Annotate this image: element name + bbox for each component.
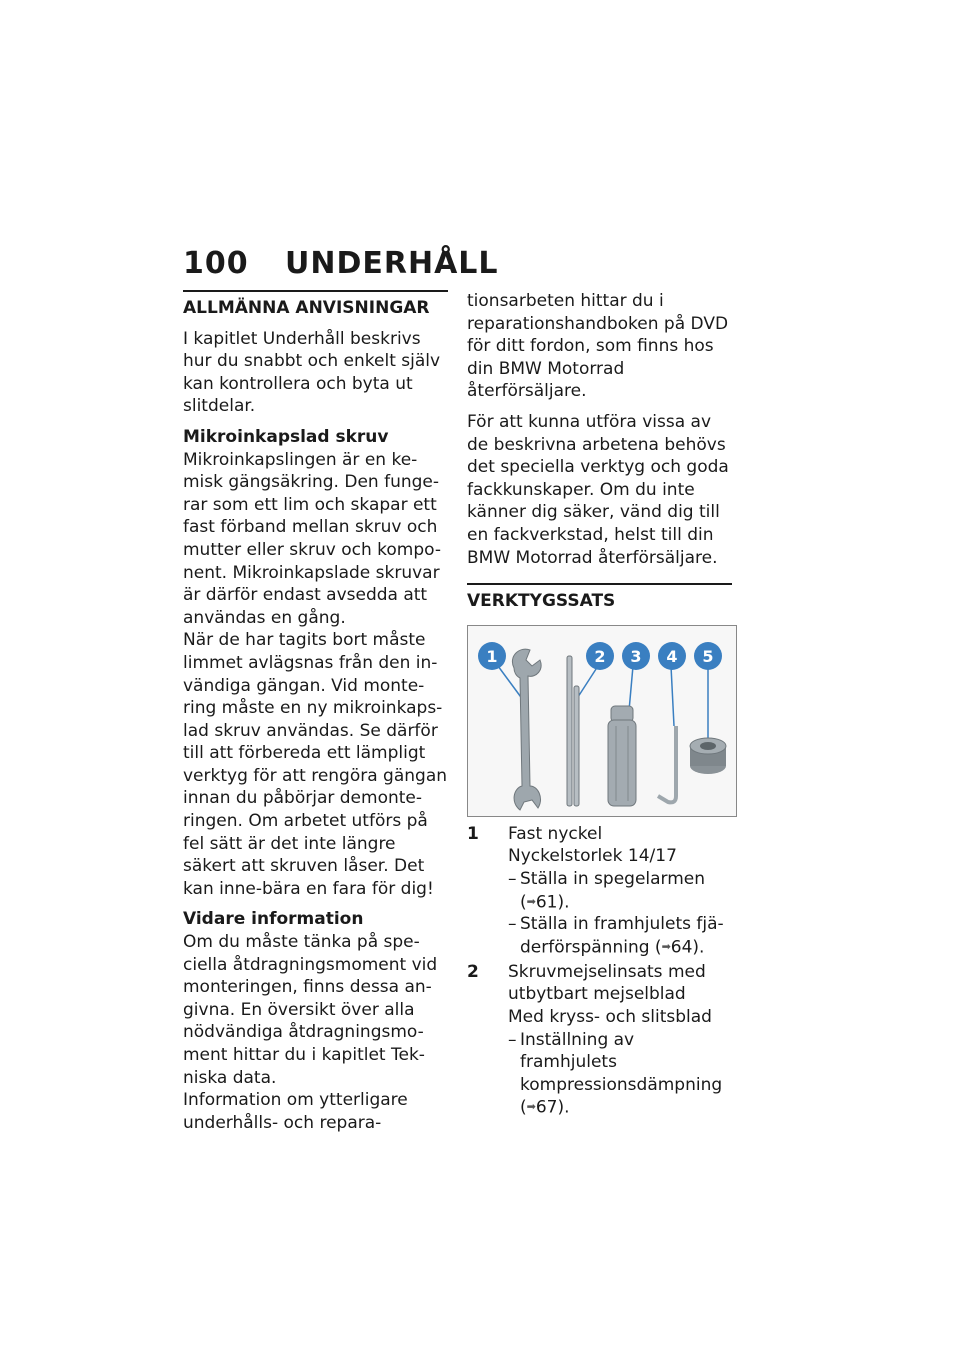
bullet-text: Inställning av framhjulets kompressionsdämpning	[520, 1029, 723, 1095]
left-column	[183, 290, 448, 1142]
item-subtitle: Nyckelstorlek 14/17	[508, 846, 677, 867]
page-ref[interactable]: 64).	[670, 937, 705, 958]
more-paragraph-1: Om du måste tänka på spe-ciella åtdragningsmoment vid monteringen, finns dessa an-givna. En översikt över alla nödvändiga åtdragningsmo-ment hittar du i kapitlet Tek-niska data.	[183, 932, 438, 1088]
leader-line-4	[671, 666, 674, 726]
bullet-item: – Ställa in framhjulets fjä-derförspänning (➡64).	[508, 914, 724, 958]
section-title-general: ALLMÄNNA ANVISNINGAR	[183, 290, 448, 320]
list-item	[467, 823, 732, 959]
continued-paragraph-2: För att kunna utföra vissa av de beskrivna arbetena behövs det speciella verktyg och goda fackkunskaper. Om du inte känner dig säker, vänd dig till en fackverkstad, helst till din BMW Motorrad återförsäljare.	[467, 411, 729, 568]
item-title: Skruvmejselinsats med utbytbart mejselblad	[508, 961, 706, 1005]
subhead-micro: Mikroinkapslad skruv	[183, 426, 389, 447]
subhead-more-info: Vidare information	[183, 909, 364, 930]
bullet-item: – Ställa in spegelarmen (➡61).	[508, 868, 706, 912]
bullet-text: Ställa in framhjulets fjä-derförspänning	[520, 914, 724, 958]
section-title-toolkit: VERKTYGSSATS	[467, 583, 732, 613]
callout-label-2: 2	[594, 646, 606, 666]
page-ref[interactable]: 67).	[535, 1097, 570, 1118]
page-ref-arrow-icon: ➡	[526, 894, 536, 908]
item-title: Fast nyckel	[508, 823, 603, 844]
hex-key-icon	[658, 726, 676, 802]
page-header	[183, 246, 499, 281]
handle-icon	[608, 706, 636, 806]
screwdriver-bit-icon	[567, 656, 579, 806]
bullet-text: Ställa in spegelarmen	[520, 868, 706, 889]
continued-paragraph-1: tionsarbeten hittar du i reparationshandboken på DVD för ditt fordon, som finns hos din BMW Motorrad återförsäljare.	[467, 291, 729, 402]
item-subtitle: Med kryss- och slitsblad	[508, 1007, 712, 1028]
micro-paragraph-1: Mikroinkapslingen är en ke-misk gängsäkring. Den funge-rar som ett lim och skapar ett fast förband mellan skruv och mutter eller skruv och kompo-nent. Mikroinkapslade skruvar är därför endast avsedda att användas en gång.	[183, 449, 441, 628]
page-ref[interactable]: 61).	[535, 891, 570, 912]
bullet-item: – Inställning av framhjulets kompressionsdämpning (➡67).	[508, 1029, 723, 1118]
intro-paragraph: I kapitlet Underhåll beskrivs hur du snabbt och enkelt själv kan kontrollera och byta ut slitdelar.	[183, 328, 441, 417]
callout-label-3: 3	[630, 646, 642, 666]
chapter-title: UNDERHÅLL	[285, 246, 499, 281]
wrench-icon	[512, 649, 541, 810]
toolkit-figure	[467, 625, 737, 817]
callout-label-4: 4	[666, 646, 678, 666]
page-ref-arrow-icon: ➡	[526, 1100, 536, 1114]
socket-icon	[690, 738, 726, 774]
right-column	[467, 290, 732, 1119]
more-paragraph-2: Information om ytterligare underhålls- och repara-	[183, 1090, 408, 1133]
callout-label-5: 5	[702, 646, 714, 666]
list-item	[467, 961, 732, 1119]
callout-label-1: 1	[486, 646, 498, 666]
item-number: 2	[467, 961, 479, 982]
micro-paragraph-2: När de har tagits bort måste limmet avlägsnas från den in-vändiga gängan. Vid monte-ring måste en ny mikroinkaps-lad skruv användas. Se därför till att förbereda ett lämpligt verktyg för att rengöra gängan innan du påbörjar demonte-ringen. Om arbetet utförs på fel sätt är det inte längre säkert att skruven låser. Det kan inne-bära en fara för dig!	[183, 630, 448, 899]
page-number: 100	[183, 246, 249, 281]
page-ref-arrow-icon: ➡	[661, 939, 671, 953]
item-number: 1	[467, 823, 479, 844]
toolkit-illustration	[468, 626, 736, 816]
